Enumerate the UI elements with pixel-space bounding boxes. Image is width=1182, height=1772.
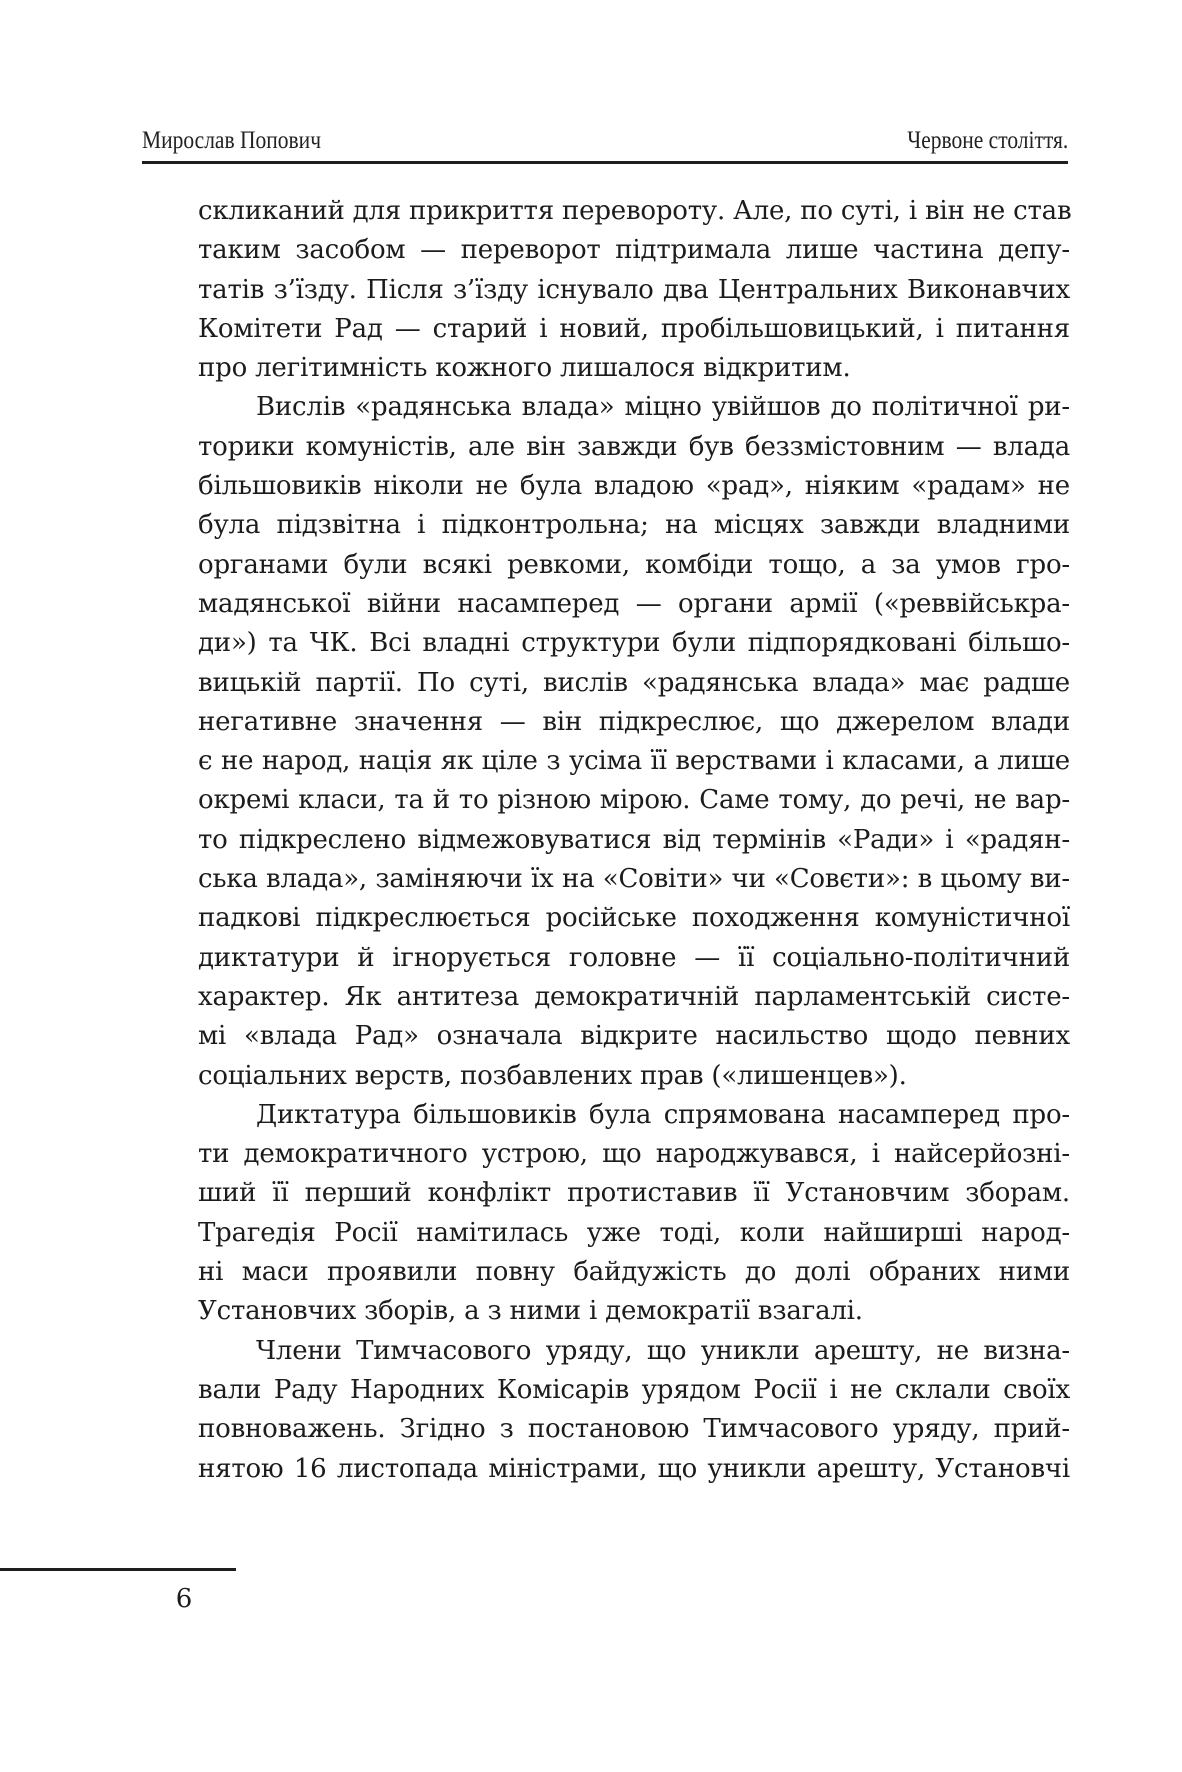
text-line: ні маси проявили повну байдужість до долі обраних ними	[198, 1257, 1070, 1288]
text-line: негативне значення — він підкреслює, що джерелом влади	[198, 706, 1070, 737]
text-line: була підзвітна і підконтрольна; на місцях завжди владними	[198, 510, 1070, 541]
footer-rule	[0, 1568, 236, 1571]
text-line: характер. Як антитеза демократичній парламентській систе-	[198, 981, 1070, 1012]
text-line: Вислів «радянська влада» міцно увійшов до політичної ри-	[256, 392, 1070, 423]
text-line: окремі класи, та й то різною мірою. Саме тому, до речі, не вар-	[198, 785, 1070, 816]
text-line: більшовиків ніколи не була владою «рад», ніяким «радам» не	[198, 471, 1070, 502]
text-line: мі «влада Рад» означала відкрите насильство щодо певних	[198, 1021, 1070, 1052]
paragraph	[198, 1332, 1070, 1489]
header-author: Мирослав Попович	[142, 127, 322, 154]
text-line: торики комуністів, але він завжди був беззмістовним — влада	[198, 431, 1070, 462]
text-line: про легітимність кожного лишалося відкритим.	[198, 353, 851, 384]
text-line: татів з’їзду. Після з’їзду існувало два Центральних Виконавчих	[198, 274, 1070, 305]
text-line: ти демократичного устрою, що народжувався, і найсерйозні-	[198, 1139, 1070, 1170]
paragraph	[198, 1096, 1070, 1332]
text-line: Трагедія Росії намітилась уже тоді, коли найширші народ-	[198, 1217, 1070, 1248]
header-book-title: Червоне століття.	[906, 127, 1068, 154]
text-line: вицькій партії. По суті, вислів «радянська влада» має радше	[198, 667, 1070, 698]
text-line: повноважень. Згідно з постановою Тимчасового уряду, прий-	[198, 1414, 1070, 1445]
running-header	[142, 126, 1068, 156]
text-line: падкові підкреслюється російське походження комуністичної	[198, 903, 1070, 934]
text-line: Диктатура більшовиків була спрямована насамперед про-	[256, 1099, 1070, 1130]
text-line: Установчих зборів, а з ними і демократії взагалі.	[198, 1296, 863, 1327]
text-line: органами були всякі ревкоми, комбіди тощо, а за умов гро-	[198, 549, 1070, 580]
text-line: таким засобом — переворот підтримала лише частина депу-	[198, 235, 1070, 266]
text-line: вали Раду Народних Комісарів урядом Росії і не склали своїх	[198, 1374, 1070, 1405]
text-line: ший її перший конфлікт протиставив її Установчим зборам.	[198, 1178, 1070, 1209]
text-line: ди») та ЧК. Всі владні структури були підпорядковані більшо-	[198, 628, 1070, 659]
text-line: Комітети Рад — старий і новий, пробільшовицький, і питання	[198, 313, 1070, 344]
page-number: 6	[175, 1584, 193, 1614]
text-line: нятою 16 листопада міністрами, що уникли арешту, Установчі	[198, 1453, 1070, 1484]
text-line: ська влада», заміняючи їх на «Совіти» чи «Совєти»: в цьому ви-	[198, 864, 1070, 895]
paragraph	[198, 192, 1070, 388]
body-text	[198, 192, 1070, 1489]
text-line: диктатури й ігнорується головне — її соціально-політичний	[198, 942, 1070, 973]
text-line: Члени Тимчасового уряду, що уникли арешту, не визна-	[256, 1335, 1070, 1366]
text-line: соціальних верств, позбавлених прав («лишенцев»).	[198, 1060, 907, 1091]
header-rule	[142, 161, 1068, 164]
paragraph	[198, 388, 1070, 1095]
text-line: мадянської війни насамперед — органи армії («реввійськра-	[198, 588, 1070, 619]
text-line: скликаний для прикриття перевороту. Але, по суті, і він не став	[198, 196, 1072, 226]
text-line: то підкреслено відмежовуватися від термінів «Ради» і «радян-	[198, 824, 1070, 855]
text-line: є не народ, нація як ціле з усіма її верствами і класами, а лише	[198, 746, 1070, 777]
